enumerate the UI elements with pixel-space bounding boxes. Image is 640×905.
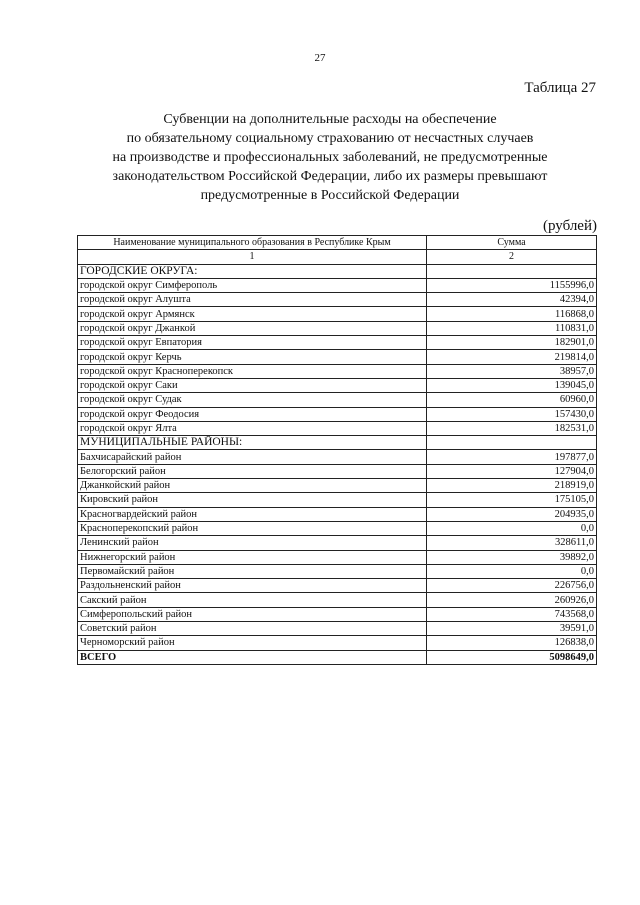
total-row [78, 650, 597, 664]
municipality-name: Красногвардейский район [78, 507, 427, 521]
amount-cell: 60960,0 [427, 393, 597, 407]
table-row [78, 307, 597, 321]
amount-cell [427, 264, 597, 278]
municipality-name: городской округ Алушта [78, 293, 427, 307]
amount-cell: 218919,0 [427, 479, 597, 493]
amount-cell: 743568,0 [427, 607, 597, 621]
subsidies-table [77, 235, 597, 665]
municipality-name: Первомайский район [78, 564, 427, 578]
amount-cell: 197877,0 [427, 450, 597, 464]
municipality-name: Кировский район [78, 493, 427, 507]
column-header-amount: Сумма [427, 236, 597, 250]
municipality-name: городской округ Керчь [78, 350, 427, 364]
municipality-name: Белогорский район [78, 464, 427, 478]
column-header-name: Наименование муниципального образования в Республике Крым [78, 236, 427, 250]
table-label: Таблица 27 [524, 80, 596, 96]
table-row [78, 407, 597, 421]
section-title: МУНИЦИПАЛЬНЫЕ РАЙОНЫ: [78, 436, 427, 450]
amount-cell: 260926,0 [427, 593, 597, 607]
table-row [78, 450, 597, 464]
column-number-row [78, 250, 597, 264]
title-line: законодательством Российской Федерации, либо их размеры превышают [112, 169, 548, 184]
table-row [78, 421, 597, 435]
amount-cell: 110831,0 [427, 321, 597, 335]
title-line: на производстве и профессиональных заболеваний, не предусмотренные [112, 150, 548, 165]
amount-cell: 39591,0 [427, 622, 597, 636]
amount-cell: 38957,0 [427, 364, 597, 378]
amount-cell [427, 436, 597, 450]
municipality-name: городской округ Евпатория [78, 336, 427, 350]
table-row [78, 321, 597, 335]
table-row [78, 593, 597, 607]
amount-cell: 0,0 [427, 564, 597, 578]
amount-cell: 127904,0 [427, 464, 597, 478]
document-title [80, 110, 580, 205]
municipality-name: Джанкойский район [78, 479, 427, 493]
municipality-name: городской округ Феодосия [78, 407, 427, 421]
amount-cell: 157430,0 [427, 407, 597, 421]
table-row [78, 636, 597, 650]
amount-cell: 39892,0 [427, 550, 597, 564]
amount-cell: 116868,0 [427, 307, 597, 321]
table-row [78, 579, 597, 593]
municipality-name: Нижнегорский район [78, 550, 427, 564]
column-number: 1 [78, 250, 427, 264]
units-label: (рублей) [542, 218, 597, 234]
amount-cell: 139045,0 [427, 378, 597, 392]
table-row [78, 536, 597, 550]
municipality-name: Советский район [78, 622, 427, 636]
amount-cell: 204935,0 [427, 507, 597, 521]
amount-cell: 182531,0 [427, 421, 597, 435]
table-row [78, 336, 597, 350]
municipality-name: городской округ Ялта [78, 421, 427, 435]
municipality-name: Черноморский район [78, 636, 427, 650]
table-row [78, 278, 597, 292]
page-number: 27 [314, 52, 326, 64]
municipality-name: Красноперекопский район [78, 521, 427, 535]
amount-cell: 328611,0 [427, 536, 597, 550]
table-row [78, 293, 597, 307]
table-row [78, 550, 597, 564]
municipality-name: Ленинский район [78, 536, 427, 550]
table-row [78, 378, 597, 392]
table-row [78, 364, 597, 378]
table-row [78, 393, 597, 407]
municipality-name: Сакский район [78, 593, 427, 607]
municipality-name: городской округ Судак [78, 393, 427, 407]
table-header-row [78, 236, 597, 250]
table-row [78, 521, 597, 535]
municipality-name: Раздольненский район [78, 579, 427, 593]
title-line: Субвенции на дополнительные расходы на обеспечение [163, 112, 497, 127]
section-row [78, 264, 597, 278]
municipality-name: Бахчисарайский район [78, 450, 427, 464]
table-row [78, 350, 597, 364]
table-row [78, 564, 597, 578]
amount-cell: 42394,0 [427, 293, 597, 307]
title-line: предусмотренные в Российской Федерации [200, 188, 460, 203]
total-label: ВСЕГО [78, 650, 427, 664]
municipality-name: городской округ Армянск [78, 307, 427, 321]
section-row [78, 436, 597, 450]
amount-cell: 226756,0 [427, 579, 597, 593]
municipality-name: городской округ Джанкой [78, 321, 427, 335]
amount-cell: 0,0 [427, 521, 597, 535]
amount-cell: 1155996,0 [427, 278, 597, 292]
municipality-name: городской округ Симферополь [78, 278, 427, 292]
table-row [78, 464, 597, 478]
table-row [78, 607, 597, 621]
amount-cell: 126838,0 [427, 636, 597, 650]
table-row [78, 493, 597, 507]
amount-cell: 219814,0 [427, 350, 597, 364]
table-row [78, 507, 597, 521]
municipality-name: городской округ Саки [78, 378, 427, 392]
table-row [78, 479, 597, 493]
column-number: 2 [427, 250, 597, 264]
total-amount: 5098649,0 [427, 650, 597, 664]
amount-cell: 182901,0 [427, 336, 597, 350]
municipality-name: Симферопольский район [78, 607, 427, 621]
amount-cell: 175105,0 [427, 493, 597, 507]
section-title: ГОРОДСКИЕ ОКРУГА: [78, 264, 427, 278]
table-row [78, 622, 597, 636]
title-line: по обязательному социальному страхованию от несчастных случаев [126, 131, 534, 146]
municipality-name: городской округ Красноперекопск [78, 364, 427, 378]
